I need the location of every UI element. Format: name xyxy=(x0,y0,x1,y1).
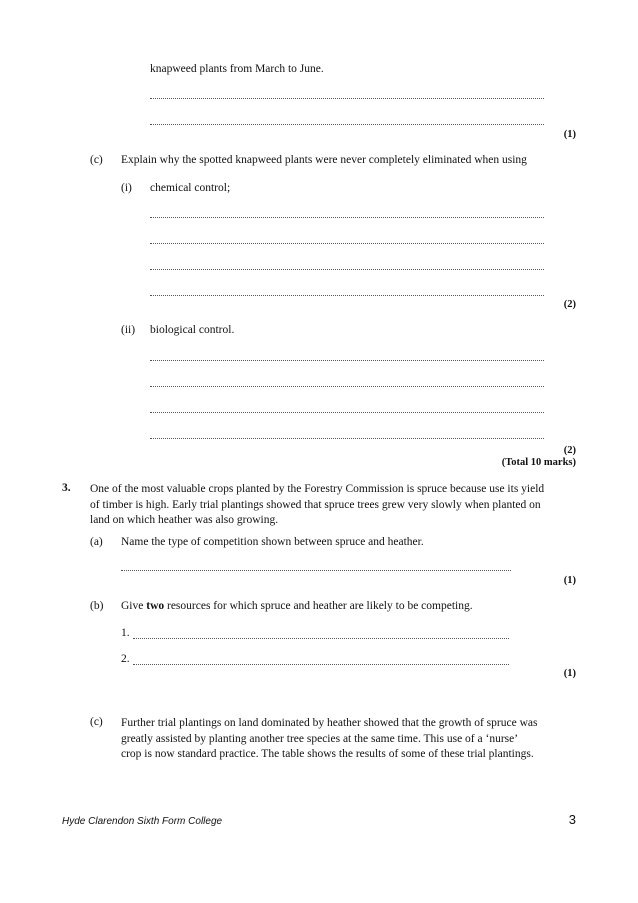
answer-line[interactable] xyxy=(150,243,544,244)
marks-label: (1) xyxy=(563,575,576,586)
part-c-label: (c) xyxy=(90,154,103,166)
question-intro: One of the most valuable crops planted by the Forestry Commission is spruce because use its yield of timber is high. Early trial plantings showed that spruce trees grew very slowly when planted on land on which heather was also growing. xyxy=(90,483,545,526)
answer-number-2: 2. xyxy=(121,653,130,665)
part-c-label: (c) xyxy=(90,716,103,728)
part-b-label: (b) xyxy=(90,600,104,612)
answer-line[interactable] xyxy=(133,664,509,665)
continued-question-text: knapweed plants from March to June. xyxy=(150,63,324,75)
marks-label: (2) xyxy=(563,299,576,310)
answer-line[interactable] xyxy=(150,360,544,361)
sub-i-question: chemical control; xyxy=(150,182,231,194)
part-c-question: Further trial plantings on land dominated by heather showed that the growth of spruce was greatly assisted by planting another tree species at the same time. This use of a ‘nurse’ crop is now standard practice. The table shows the results of some of these trial plantings. xyxy=(121,717,538,760)
part-a-label: (a) xyxy=(90,536,103,548)
answer-line[interactable] xyxy=(121,570,511,571)
part-a-question: Name the type of competition shown between spruce and heather. xyxy=(121,536,424,548)
sub-ii-label: (ii) xyxy=(121,324,136,336)
footer-college-name: Hyde Clarendon Sixth Form College xyxy=(62,816,223,827)
answer-line[interactable] xyxy=(150,412,544,413)
part-b-question: Give two resources for which spruce and heather are likely to be competing. xyxy=(121,600,473,612)
total-marks: (Total 10 marks) xyxy=(501,457,576,468)
answer-line[interactable] xyxy=(150,269,544,270)
sub-i-label: (i) xyxy=(121,182,132,194)
part-c-question: Explain why the spotted knapweed plants were never completely eliminated when using xyxy=(121,154,527,166)
page-number: 3 xyxy=(568,812,576,827)
question-number: 3. xyxy=(62,482,71,494)
marks-label: (2) xyxy=(563,445,576,456)
answer-number-1: 1. xyxy=(121,627,130,639)
sub-ii-question: biological control. xyxy=(150,324,235,336)
answer-line[interactable] xyxy=(150,295,544,296)
answer-line[interactable] xyxy=(133,638,509,639)
answer-line[interactable] xyxy=(150,386,544,387)
answer-line[interactable] xyxy=(150,217,544,218)
marks-label: (1) xyxy=(563,668,576,679)
answer-line[interactable] xyxy=(150,124,544,125)
answer-line[interactable] xyxy=(150,98,544,99)
answer-line[interactable] xyxy=(150,438,544,439)
marks-label: (1) xyxy=(563,129,576,140)
